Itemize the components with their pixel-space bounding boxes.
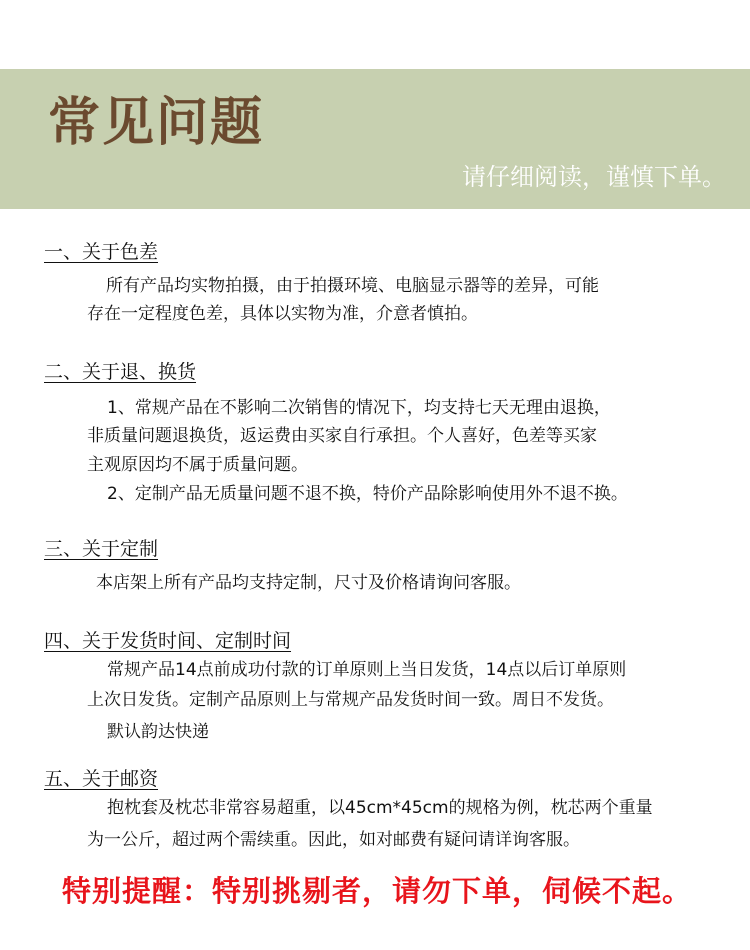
section-text-line: 存在一定程度色差，具体以实物为准，介意者慎拍。 — [87, 304, 478, 324]
special-warning: 特别提醒：特别挑剔者，请勿下单，伺候不起。 — [62, 874, 693, 908]
section-text-line: 抱枕套及枕芯非常容易超重，以45cm*45cm的规格为例，枕芯两个重量 — [107, 798, 653, 818]
section-heading: 二、关于退、换货 — [44, 361, 197, 383]
section-text-line: 为一公斤，超过两个需续重。因此，如对邮费有疑问请详询客服。 — [87, 830, 580, 850]
section-text-line: 本店架上所有产品均支持定制，尺寸及价格请询问客服。 — [96, 573, 521, 593]
faq-banner — [0, 69, 750, 209]
page-title: 常见问题 — [48, 93, 265, 153]
section-text-line: 默认韵达快递 — [107, 722, 209, 742]
section-text-line: 所有产品均实物拍摄，由于拍摄环境、电脑显示器等的差异，可能 — [106, 276, 599, 296]
section-heading: 五、关于邮资 — [44, 768, 159, 790]
section-text-line: 1、常规产品在不影响二次销售的情况下，均支持七天无理由退换， — [107, 398, 611, 418]
section-text-line: 主观原因均不属于质量问题。 — [87, 455, 308, 475]
section-heading: 四、关于发货时间、定制时间 — [44, 630, 292, 652]
section-text-line: 常规产品14点前成功付款的订单原则上当日发货，14点以后订单原则 — [107, 660, 627, 680]
section-text-line: 2、定制产品无质量问题不退不换，特价产品除影响使用外不退不换。 — [107, 484, 628, 504]
section-heading: 一、关于色差 — [44, 241, 159, 263]
section-text-line: 非质量问题退换货，返运费由买家自行承担。个人喜好，色差等买家 — [87, 426, 597, 446]
section-text-line: 上次日发货。定制产品原则上与常规产品发货时间一致。周日不发货。 — [87, 690, 614, 710]
page-subtitle: 请仔细阅读，谨慎下单。 — [462, 163, 726, 191]
section-heading: 三、关于定制 — [44, 538, 159, 560]
